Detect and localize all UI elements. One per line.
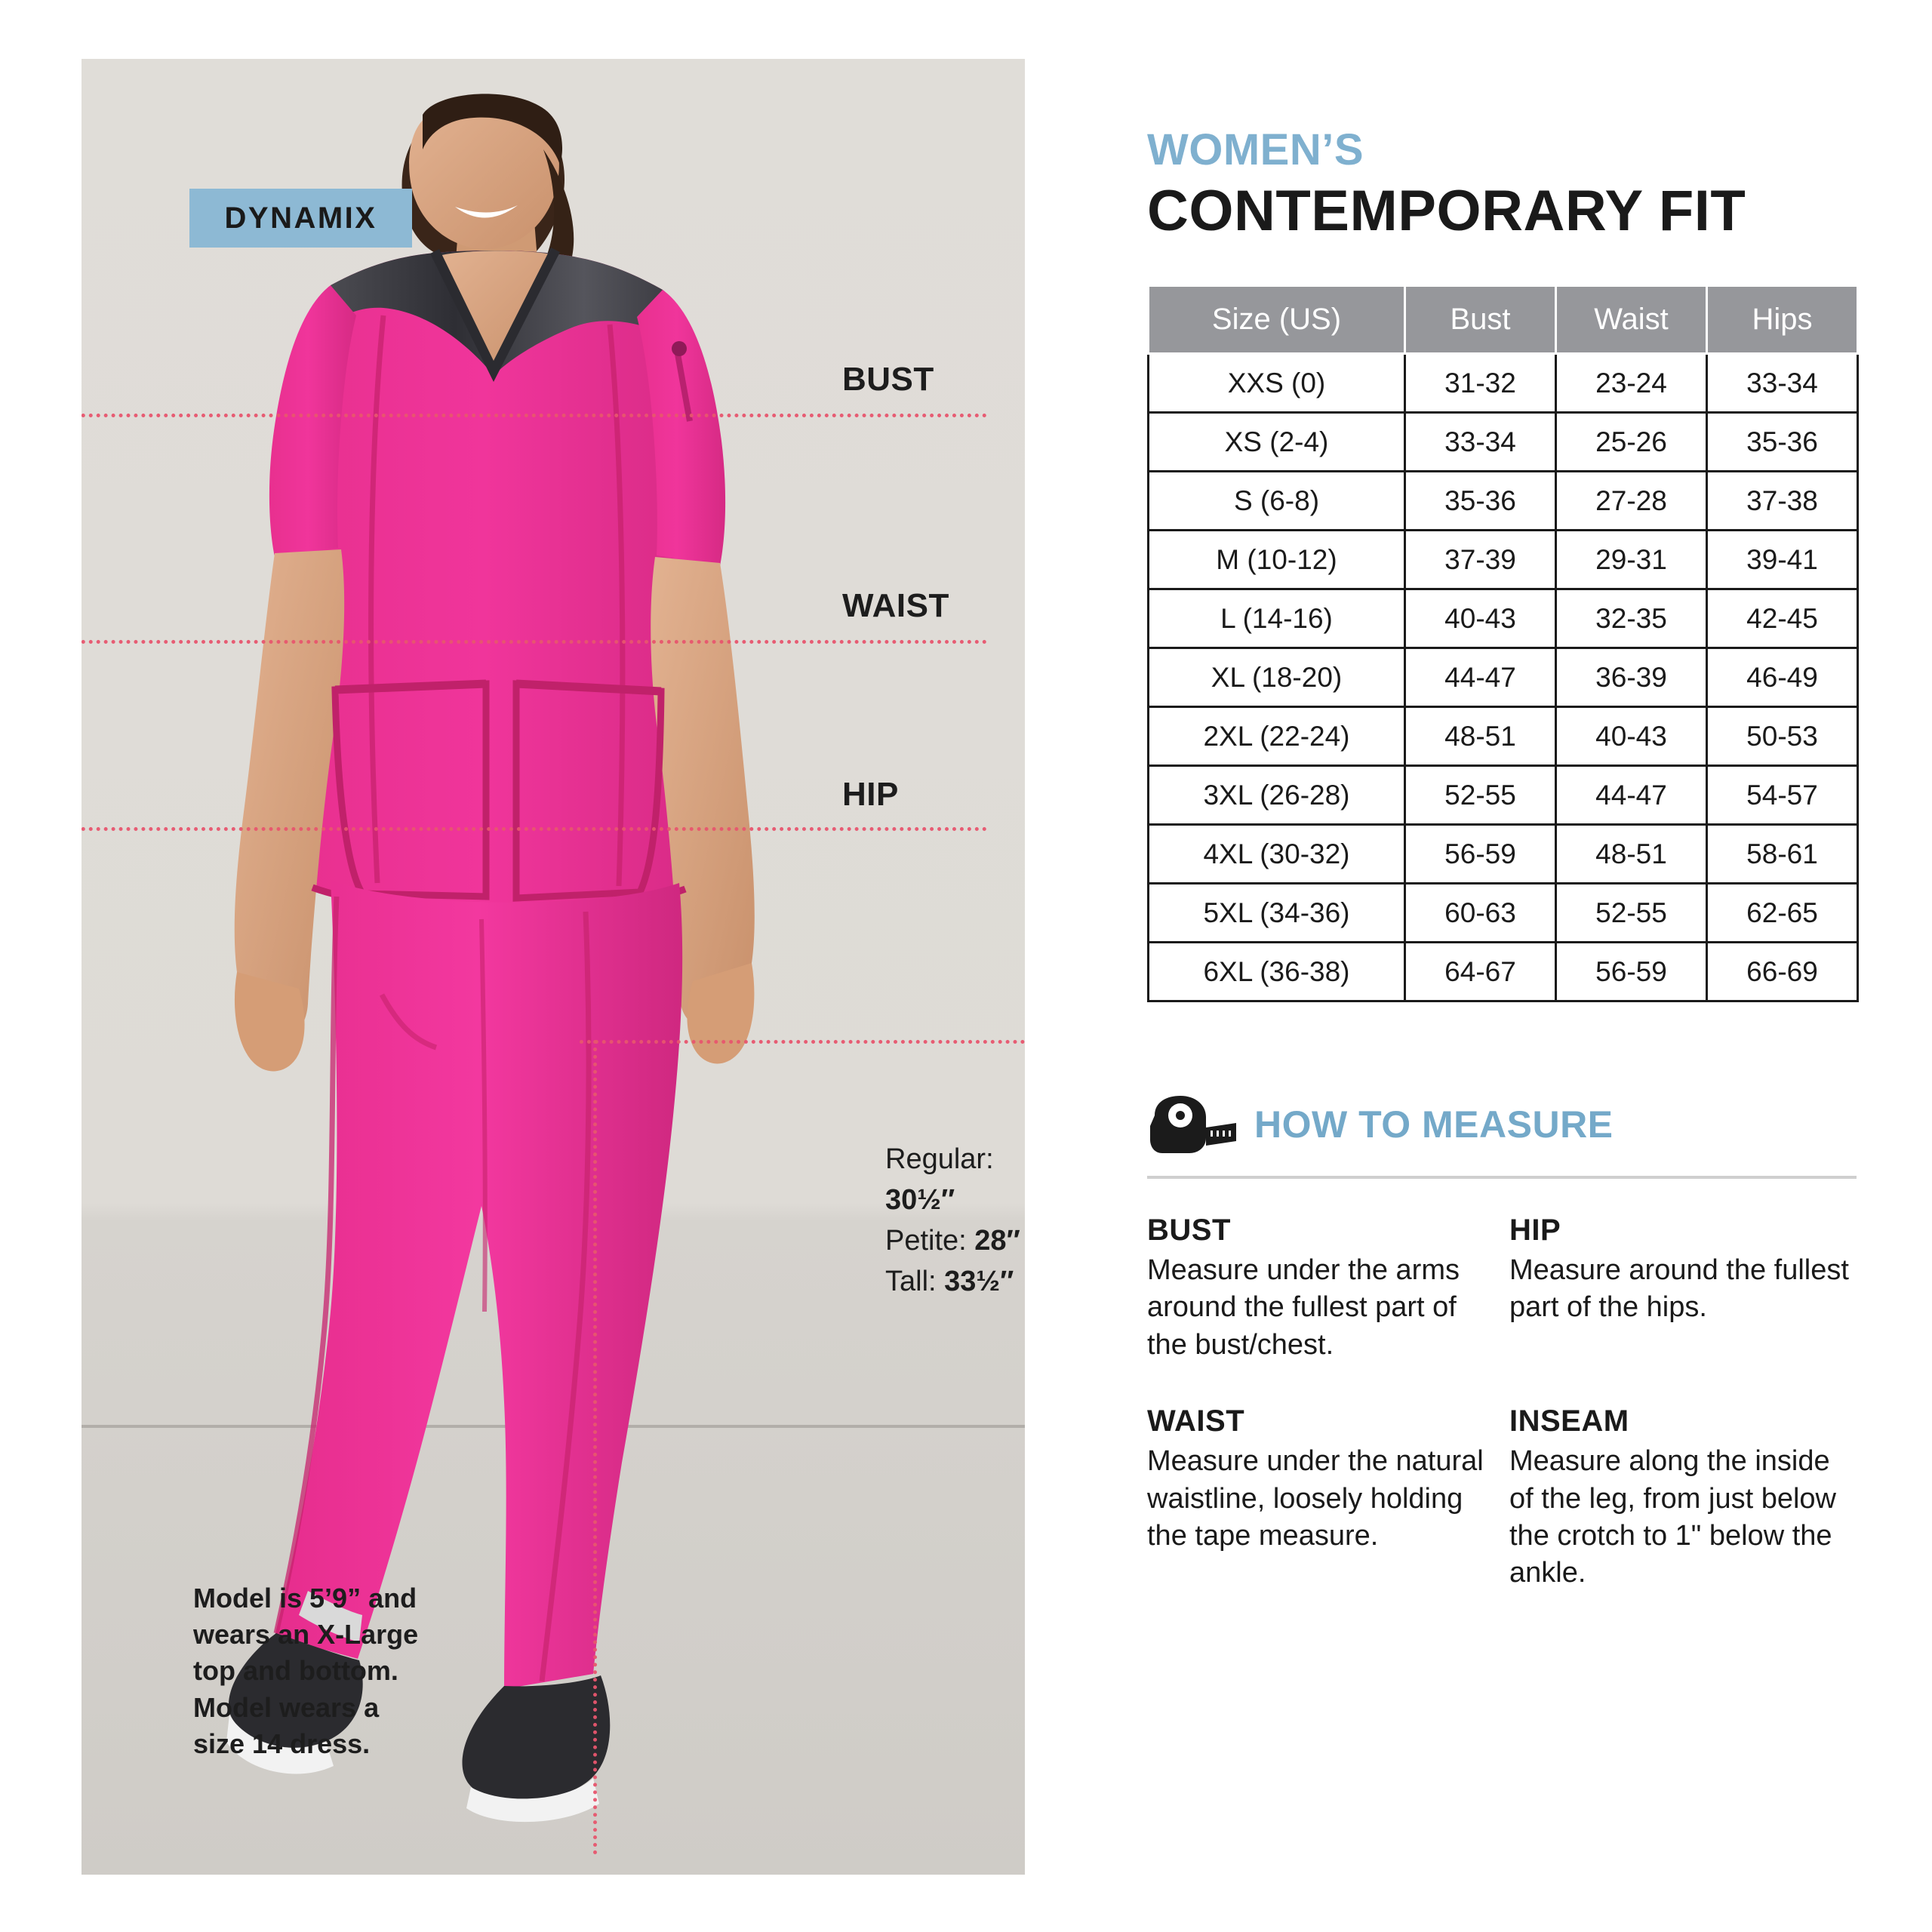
cell-bust: 37-39 — [1405, 531, 1556, 589]
table-row — [1149, 648, 1858, 707]
cell-waist: 29-31 — [1556, 531, 1707, 589]
table-row — [1149, 884, 1858, 943]
cell-bust: 64-67 — [1405, 943, 1556, 1001]
how-to-measure-title: HOW TO MEASURE — [1254, 1103, 1614, 1146]
cell-waist: 52-55 — [1556, 884, 1707, 943]
cell-bust: 33-34 — [1405, 413, 1556, 472]
table-row — [1149, 943, 1858, 1001]
cell-hips: 58-61 — [1707, 825, 1858, 884]
cell-size: 2XL (22-24) — [1149, 707, 1405, 766]
bust-label: BUST — [842, 361, 934, 398]
page-kicker: WOMEN’S — [1147, 125, 1364, 174]
column-header-bust: Bust — [1405, 286, 1556, 354]
cell-size: XS (2-4) — [1149, 413, 1405, 472]
table-row — [1149, 413, 1858, 472]
inseam-vertical-guide-line — [593, 1040, 597, 1855]
cell-size: XL (18-20) — [1149, 648, 1405, 707]
cell-bust: 44-47 — [1405, 648, 1556, 707]
cell-waist: 48-51 — [1556, 825, 1707, 884]
measure-tips — [1147, 1214, 1857, 1592]
column-header-hips: Hips — [1707, 286, 1858, 354]
inseam-petite-value: 28″ — [974, 1224, 1020, 1257]
table-row — [1149, 354, 1858, 413]
tip-waist-title: WAIST — [1147, 1404, 1245, 1438]
inseam-regular-value: 30½″ — [885, 1183, 955, 1216]
cell-bust: 35-36 — [1405, 472, 1556, 531]
cell-waist: 36-39 — [1556, 648, 1707, 707]
cell-hips: 46-49 — [1707, 648, 1858, 707]
cell-hips: 66-69 — [1707, 943, 1858, 1001]
tip-hip — [1509, 1214, 1857, 1364]
model-note: Model is 5’9” and wears an X-Large top and bottom. Model wears a size 14 dress. — [193, 1583, 419, 1759]
cell-waist: 56-59 — [1556, 943, 1707, 1001]
inseam-regular — [885, 1140, 1025, 1221]
tip-bust-text: Measure under the arms around the fullest part of the bust/chest. — [1147, 1254, 1460, 1361]
cell-hips: 37-38 — [1707, 472, 1858, 531]
cell-size: 3XL (26-28) — [1149, 766, 1405, 825]
inseam-tall-label: Tall: — [885, 1265, 937, 1297]
table-row — [1149, 825, 1858, 884]
hip-label: HIP — [842, 776, 899, 813]
table-header-row — [1149, 286, 1858, 354]
inseam-petite-label: Petite: — [885, 1224, 967, 1257]
cell-hips: 54-57 — [1707, 766, 1858, 825]
inseam-tall-value: 33½″ — [944, 1265, 1014, 1297]
inseam-tall — [885, 1262, 1025, 1303]
cell-bust: 60-63 — [1405, 884, 1556, 943]
cell-hips: 62-65 — [1707, 884, 1858, 943]
table-row — [1149, 766, 1858, 825]
tip-hip-title: HIP — [1509, 1214, 1561, 1247]
tip-bust — [1147, 1214, 1494, 1364]
tip-inseam — [1509, 1404, 1857, 1592]
hip-guide-line — [82, 827, 987, 831]
inseam-lengths — [885, 1140, 1025, 1303]
column-header-size: Size (US) — [1149, 286, 1405, 354]
table-row — [1149, 589, 1858, 648]
tip-waist-text: Measure under the natural waistline, loosely holding the tape measure. — [1147, 1445, 1484, 1552]
cell-size: 6XL (36-38) — [1149, 943, 1405, 1001]
cell-waist: 25-26 — [1556, 413, 1707, 472]
tip-waist — [1147, 1404, 1494, 1592]
cell-waist: 44-47 — [1556, 766, 1707, 825]
cell-bust: 56-59 — [1405, 825, 1556, 884]
cell-size: XXS (0) — [1149, 354, 1405, 413]
cell-hips: 42-45 — [1707, 589, 1858, 648]
cell-size: L (14-16) — [1149, 589, 1405, 648]
cell-size: 5XL (34-36) — [1149, 884, 1405, 943]
inseam-top-guide-line — [580, 1040, 1025, 1044]
cell-bust: 31-32 — [1405, 354, 1556, 413]
cell-waist: 32-35 — [1556, 589, 1707, 648]
table-row — [1149, 707, 1858, 766]
column-header-waist: Waist — [1556, 286, 1707, 354]
cell-size: 4XL (30-32) — [1149, 825, 1405, 884]
size-chart-table — [1147, 285, 1859, 1002]
tip-bust-title: BUST — [1147, 1214, 1231, 1247]
tip-hip-text: Measure around the fullest part of the hips. — [1509, 1254, 1849, 1324]
waist-label: WAIST — [842, 587, 949, 624]
tape-measure-icon — [1147, 1093, 1238, 1156]
cell-bust: 40-43 — [1405, 589, 1556, 648]
cell-bust: 52-55 — [1405, 766, 1556, 825]
cell-hips: 35-36 — [1707, 413, 1858, 472]
brand-name: DYNAMIX — [224, 201, 377, 235]
waist-guide-line — [82, 640, 987, 644]
cell-waist: 27-28 — [1556, 472, 1707, 531]
cell-bust: 48-51 — [1405, 707, 1556, 766]
table-row — [1149, 531, 1858, 589]
cell-hips: 50-53 — [1707, 707, 1858, 766]
tip-inseam-text: Measure along the inside of the leg, from just below the crotch to 1" below the ankle. — [1509, 1445, 1836, 1589]
cell-waist: 40-43 — [1556, 707, 1707, 766]
inseam-petite — [885, 1221, 1025, 1262]
inseam-regular-label: Regular: — [885, 1143, 994, 1175]
cell-waist: 23-24 — [1556, 354, 1707, 413]
cell-hips: 39-41 — [1707, 531, 1858, 589]
section-divider — [1147, 1176, 1857, 1179]
how-to-measure-header — [1147, 1093, 1857, 1156]
brand-badge — [189, 189, 412, 248]
model-photo-panel — [82, 59, 1025, 1875]
table-row — [1149, 472, 1858, 531]
cell-size: S (6-8) — [1149, 472, 1405, 531]
page-title: CONTEMPORARY FIT — [1147, 179, 1746, 243]
bust-guide-line — [82, 414, 987, 417]
chart-content — [1147, 125, 1857, 1592]
tip-inseam-title: INSEAM — [1509, 1404, 1629, 1438]
cell-size: M (10-12) — [1149, 531, 1405, 589]
cell-hips: 33-34 — [1707, 354, 1858, 413]
